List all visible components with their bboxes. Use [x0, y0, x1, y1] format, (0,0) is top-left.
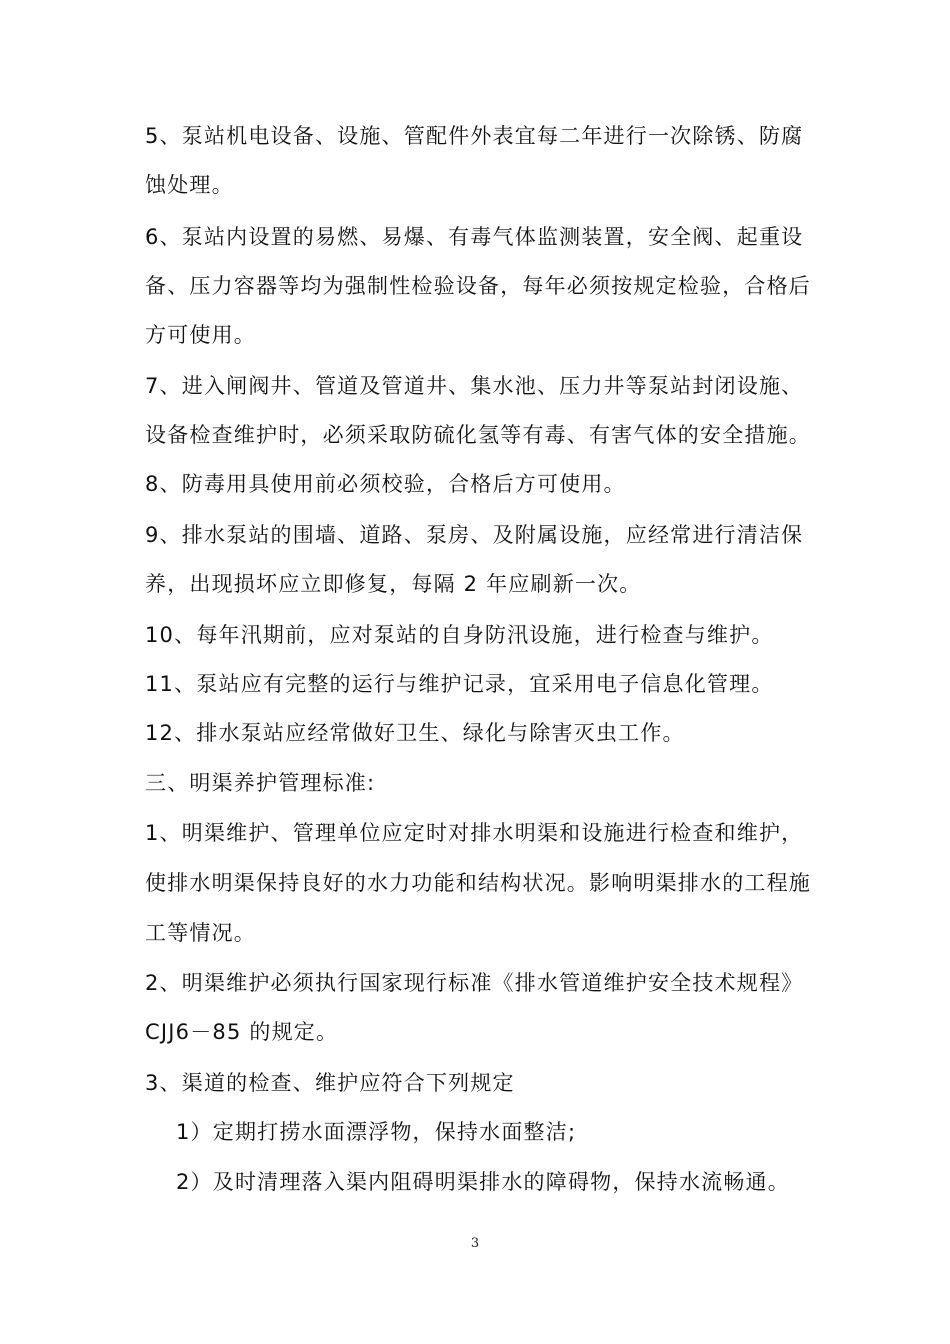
paragraph-line: 2、明渠维护必须执行国家现行标准《排水管道维护安全技术规程》 [145, 971, 804, 995]
paragraph-line: 1、明渠维护、管理单位应定时对排水明渠和设施进行检查和维护， [145, 821, 804, 845]
paragraph-line: 9、排水泵站的围墙、道路、泵房、及附属设施，应经常进行清洁保 [145, 523, 804, 547]
paragraph-line: 方可使用。 [145, 323, 256, 347]
paragraph-line: 6、泵站内设置的易燃、易爆、有毒气体监测装置，安全阀、起重设 [145, 225, 804, 249]
paragraph-line: CJJ6－85 的规定。 [145, 1020, 339, 1044]
paragraph-line: 蚀处理。 [145, 173, 234, 197]
paragraph-line: 备、压力容器等均为强制性检验设备，每年必须按规定检验，合格后 [145, 274, 811, 298]
paragraph-line: 12、排水泵站应经常做好卫生、绿化与除害灭虫工作。 [145, 721, 685, 745]
paragraph-line: 10、每年汛期前，应对泵站的自身防汛设施，进行检查与维护。 [145, 623, 774, 647]
page-number: 3 [470, 1236, 480, 1251]
paragraph-line: 3、渠道的检查、维护应符合下列规定 [145, 1071, 515, 1095]
paragraph-line: 11、泵站应有完整的运行与维护记录，宜采用电子信息化管理。 [145, 672, 774, 696]
paragraph-line: 使排水明渠保持良好的水力功能和结构状况。影响明渠排水的工程施 [145, 871, 811, 895]
paragraph-line: 设备检查维护时，必须采取防硫化氢等有毒、有害气体的安全措施。 [145, 423, 811, 447]
paragraph-line: 5、泵站机电设备、设施、管配件外表宜每二年进行一次除锈、防腐 [145, 124, 804, 148]
section-heading: 三、明渠养护管理标准: [145, 771, 376, 795]
paragraph-line: 7、进入闸阀井、管道及管道井、集水池、压力井等泵站封闭设施、 [145, 374, 804, 398]
paragraph-line: 8、防毒用具使用前必须校验，合格后方可使用。 [145, 472, 626, 496]
list-item: 1）定期打捞水面漂浮物，保持水面整洁; [176, 1120, 577, 1144]
paragraph-line: 养，出现损坏应立即修复，每隔 2 年应刷新一次。 [145, 572, 642, 596]
list-item: 2）及时清理落入渠内阻碍明渠排水的障碍物，保持水流畅通。 [176, 1170, 790, 1194]
paragraph-line: 工等情况。 [145, 921, 256, 945]
